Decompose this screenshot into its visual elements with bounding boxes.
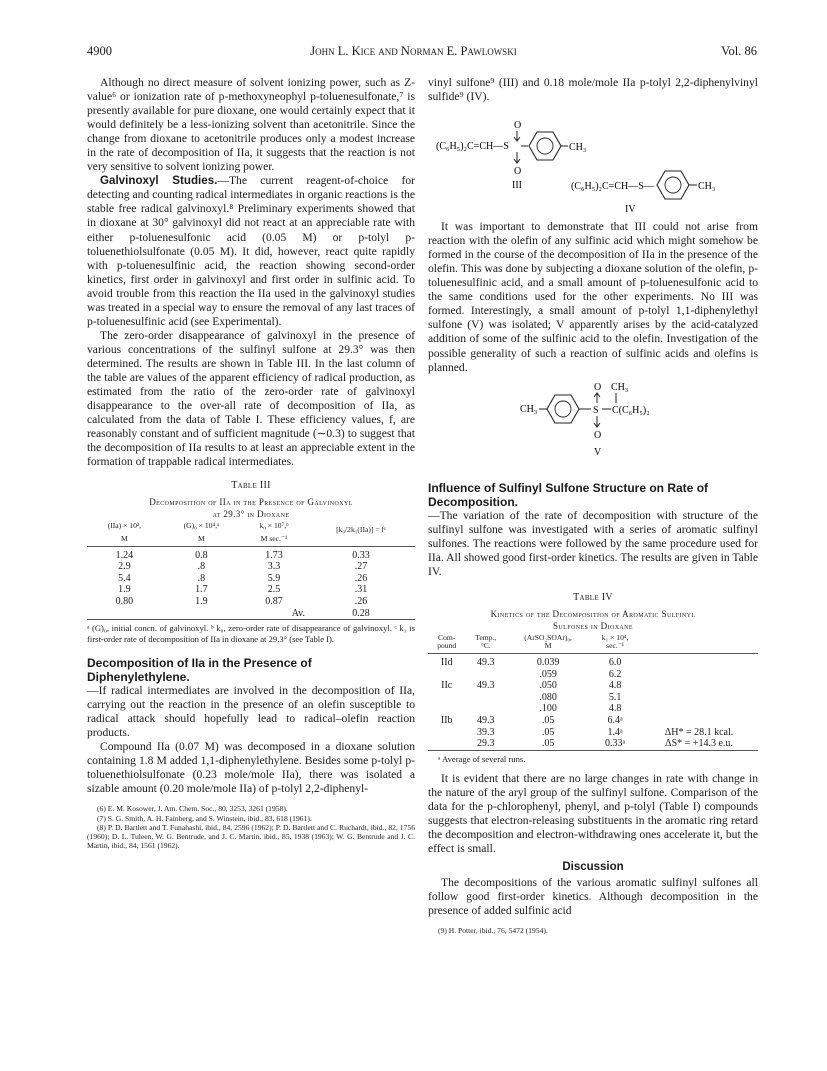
table-cell [428,669,465,681]
average-value: 0.28 [307,608,415,620]
table-cell: 2.5 [267,584,281,596]
table-row [428,715,758,727]
table-footnote: ᵃ (G)₀, initial concn. of galvinoxyl. ᵇ k₀, zero-order rate of disappearance of galvinoxyl. ᶜ k₁ is first-order rate of decomposition of IIa in dioxane at 29.3° (see Table I). [87,623,415,644]
table-header: k₀ × 10⁷,ᵇ [259,521,289,531]
table-cell: 5.9 [267,572,281,584]
oxygen-label: O [594,381,602,393]
table-cell: 6.0 [608,657,622,669]
paragraph: The decompositions of the various aromatic sulfinyl sulfones all follow good first-order kinetics. Although decomposition in the presence of added sulfinic acid [428,875,758,917]
table-iii [87,522,415,620]
table-cell: 1.73 [265,549,283,561]
table-row [428,692,758,704]
paragraph: Although no direct measure of solvent ionizing power, such as Z-value⁶ or ionization rate of p-methoxyneophyl p-toluenesulfonate,⁷ is presently available for pure dioxane, one would certainly expect that it would definitely be a less-ionizing solvent than acetonitrile. Since the change from dioxane to acetonitrile produces only a modest increase in the rate of decomposition of IIa, it suggests that the reaction is not very sensitive to solvent ionizing power. [87,76,415,174]
table-row [87,596,415,608]
table-cell: ΔH* = 28.1 kcal. [664,726,734,738]
table-row [87,546,415,561]
compound-label: IV [625,204,636,216]
oxygen-label: O [514,120,522,132]
table-row [87,584,415,596]
table-header: (ArSO₂SOAr)₀, [524,632,572,642]
left-column [87,76,415,850]
table-cell: .05 [506,738,590,750]
page-number: 4900 [87,44,112,58]
table-header: sec.⁻¹ [590,642,640,653]
table-cell: 1.24 [115,549,134,561]
table-cell: 49.3 [476,657,495,669]
table-cell: IId [440,657,453,669]
section-heading: Decomposition of IIa in the Presence of Diphenylethylene. [87,655,312,684]
table-cell [640,703,758,715]
table-cell: 0.87 [265,595,283,607]
table-cell: .059 [539,668,557,680]
table-cell [428,692,465,704]
table-caption: Table III [231,480,271,492]
table-header: (G)₀ × 10⁴,ᵃ [183,521,220,531]
structure-label: (C₆H₅)₂C=CH—S— [571,181,654,193]
table-cell: 0.039 [536,657,560,669]
table-cell: 5.1 [608,691,622,703]
table-header: Com- [438,632,456,642]
table-row [428,654,758,669]
table-row [428,680,758,692]
table-iv [428,634,758,751]
table-cell: 3.3 [267,561,281,573]
table-cell: .31 [354,584,368,596]
table-cell: .27 [354,561,368,573]
methyl-label: CH₃ [520,403,538,415]
table-cell: 1.9 [118,584,131,596]
table-caption: Table IV [573,591,613,603]
reference: (7) S. G. Smith, A. H. Fainberg, and S. Winstein, ibid., 83, 618 (1961). [97,813,312,823]
table-cell: 39.3 [476,726,495,738]
table-header: M [162,535,241,546]
table-row [87,608,415,620]
table-cell: 0.8 [195,549,208,561]
table-cell [640,680,758,692]
table-cell [428,703,465,715]
table-header: M [87,535,162,546]
table-cell: 1.4ᵃ [607,726,623,738]
section-heading: Discussion [562,860,624,873]
table-row [87,561,415,573]
compound-label: III [512,180,522,192]
table-cell [428,738,465,750]
reference: (8) P. D. Bartlett and T. Funahashi, ibid., 84, 2596 (1962); P. D. Bartlett and C. Ruchardt, ibid., 82, 1756 (1960); D. L. Tuleen, W. G. Bentrude, and J. C. Martin, ibid., 85, 1938 (1963); W. G. Bentrude and J. C. Martin, ibid., 84, 1561 (1962). [87,822,415,851]
table-title: Decomposition of IIa in the Presence of Galvinoxyl [149,497,353,508]
table-cell: 5.4 [118,572,131,584]
paragraph: —If radical intermediates are involved in the decomposition of IIa, carrying out the reaction in the presence of an olefin susceptible to radical attack should hopefully lead to radical–olefin reaction products. [87,683,415,740]
table-cell: .080 [539,691,557,703]
oxygen-label: O [594,429,602,441]
table-cell: .050 [539,680,557,692]
table-cell [465,669,506,681]
table-cell [428,727,465,739]
table-cell: 4.8 [608,703,622,715]
methyl-label: CH₃ [698,181,716,193]
table-header [307,535,415,546]
table-header: Temp., [475,632,497,642]
table-row [428,738,758,750]
table-cell: IIc [441,680,453,692]
table-cell: .05 [541,715,555,727]
paragraph: The zero-order disappearance of galvinoxyl in the presence of various concentrations of the sulfinyl sulfone at 29.3° was then determined. The results are shown in Table III. In the last column of the table are values of the apparent efficiency of radical production, as estimated from the ratio of the zero-order rate of galvinoxyl disappearance to the over-all rate of decomposition of IIa, as calculated from the data of Table I. These efficiency values, f, are reasonably constant and of sufficient magnitude (∼0.3) to suggest that the decomposition of IIa results to at least an appreciable extent in the formation of trappable radical intermediates. [87,328,415,469]
structures-iii-iv [428,104,758,216]
table-cell: 29.3 [465,738,506,750]
sulfur-label: S [593,404,599,416]
table-cell: 0.33ᵃ [590,738,640,750]
table-header: M sec.⁻¹ [241,535,307,546]
table-header [640,642,758,653]
table-title: at 29.3° in Dioxane [212,509,290,520]
methyl-label: CH₃ [569,142,587,154]
structure-label: C(C₆H₅)₂ [612,404,650,416]
table-cell [640,715,758,727]
table-title: Sulfones in Dioxane [553,620,633,631]
table-cell [640,654,758,669]
table-cell: 0.80 [115,595,134,607]
table-row [87,573,415,585]
table-cell: 1.9 [195,595,208,607]
paragraph: vinyl sulfone⁹ (III) and 0.18 mole/mole IIa p-tolyl 2,2-diphenylvinyl sulfide⁹ (IV). [428,76,758,104]
table-cell: 6.2 [608,668,622,680]
table-header: pound [428,642,465,653]
paragraph: It was important to demonstrate that III could not arise from reaction with the olefin of any sulfinic acid which might somehow be formed in the course of the decomposition of IIa in the presence of the olefin. This was done by subjecting a dioxane solution of the olefin, p-toluenesulfinic acid, and a small amount of p-toluenesulfonic acid to the same conditions used for the other experiments. No III was formed. Interestingly, a small amount of p-tolyl 1,1-diphenylethyl sulfone (V) was isolated; V apparently arises by the acid-catalyzed addition of some of the sulfinic acid to the olefin. Investigation of the possible generality of such a reaction of sulfinic acids and olefins is planned. [428,220,758,374]
table-title: Kinetics of the Decomposition of Aromatic Sulfinyl [490,608,696,619]
footnotes [87,804,415,850]
paragraph: —The variation of the rate of decomposition with structure of the sulfinyl sulfone was investigated with a series of aromatic sulfinyl sulfones. The reactions were followed by the same procedure used for IIa. All showed good first-order kinetics. The results are given in Table IV. [428,508,758,578]
table-header: °C. [465,642,506,653]
paragraph-text: —The current reagent-of-choice for detecting and counting radical intermediates in organic reactions is the stable free radical galvinoxyl.⁸ Preliminary experiments showed that in dioxane at 30° galvinoxyl did not react at an appreciable rate with either p-toluenesulfonic acid (0.05 M) or p-tolyl p-toluenethiolsulfonate (0.05 M). It did, however, react quite rapidly with p-toluenesulfinic acid, the reaction showing second-order kinetics, first order in galvinoxyl and first order in sulfinic acid. To avoid trouble from this reaction the IIa used in the galvinoxyl studies was treated in a special way to ensure the removal of any last traces of p-toluenesulfinic acid (see Experimental). [87,174,415,328]
table-cell: .26 [354,572,368,584]
table-footnote: ᵃ Average of several runs. [438,753,526,764]
table-cell: ΔS* = +14.3 e.u. [640,738,758,750]
average-label: Av. [241,608,307,620]
table-cell: .26 [354,595,368,607]
table-row [428,727,758,739]
table-cell [465,703,506,715]
table-row [428,669,758,681]
table-cell: .8 [197,561,206,573]
methyl-label: CH₃ [611,381,629,393]
reference: (6) E. M. Kosower, J. Am. Chem. Soc., 80, 3253, 3261 (1958). [97,804,288,814]
table-cell: 2.9 [118,561,131,573]
table-cell [640,692,758,704]
table-cell [640,669,758,681]
table-cell: 49.3 [476,680,495,692]
table-cell: 49.3 [476,715,495,727]
table-cell: .100 [539,703,557,715]
table-cell: 4.8 [608,680,622,692]
table-cell: .8 [197,572,206,584]
oxygen-label: O [514,166,522,178]
table-cell: 6.4ᵃ [607,715,623,727]
volume-label: Vol. 86 [721,44,757,58]
compound-label: V [594,446,602,458]
table-header: M [506,642,590,653]
paragraph: It is evident that there are no large changes in rate with change in the nature of the aryl group of the sulfinyl sulfone. Comparison of the data for the p-chlorophenyl, phenyl, and p-tolyl (Table I) compounds suggests that electron-releasing substituents in the aromatic ring retard the decomposition and electron-withdrawing ones accelerate it, but the effect is small. [428,772,758,856]
run-in-heading: Galvinoxyl Studies. [100,174,218,188]
table-cell [465,692,506,704]
table-header: k₁ × 10⁴, [601,632,629,642]
right-column [428,76,758,935]
table-header: [k₀/2k₁(IIa)] = fᶜ [336,525,386,535]
table-header: (IIa) × 10², [107,521,142,531]
footnotes: (9) H. Potter, ibid., 76, 5472 (1954). [438,925,548,935]
table-cell: 1.7 [195,584,208,596]
table-cell: .05 [541,726,555,738]
table-cell: 0.33 [352,549,370,561]
running-head: John L. Kice and Norman E. Pawlowski [310,44,517,58]
paragraph [87,174,415,329]
paragraph: Compound IIa (0.07 M) was decomposed in a dioxane solution containing 1.8 M added 1,1-diphenylethylene. Besides some p-tolyl p-toluenethiolsulfonate (0.23 mole/mole IIa), there was isolated a sizable amount (0.20 mole/mole IIa) of p-tolyl 2,2-diphenyl- [87,740,415,796]
structure-label: (C₆H₅)₂C=CH—S [436,141,509,153]
section-heading: Influence of Sulfinyl Sulfone Structure on Rate of Decomposition. [428,480,709,509]
structure-v [428,375,758,471]
table-cell: IIb [440,715,453,727]
table-row [428,703,758,715]
table-header [640,634,758,643]
